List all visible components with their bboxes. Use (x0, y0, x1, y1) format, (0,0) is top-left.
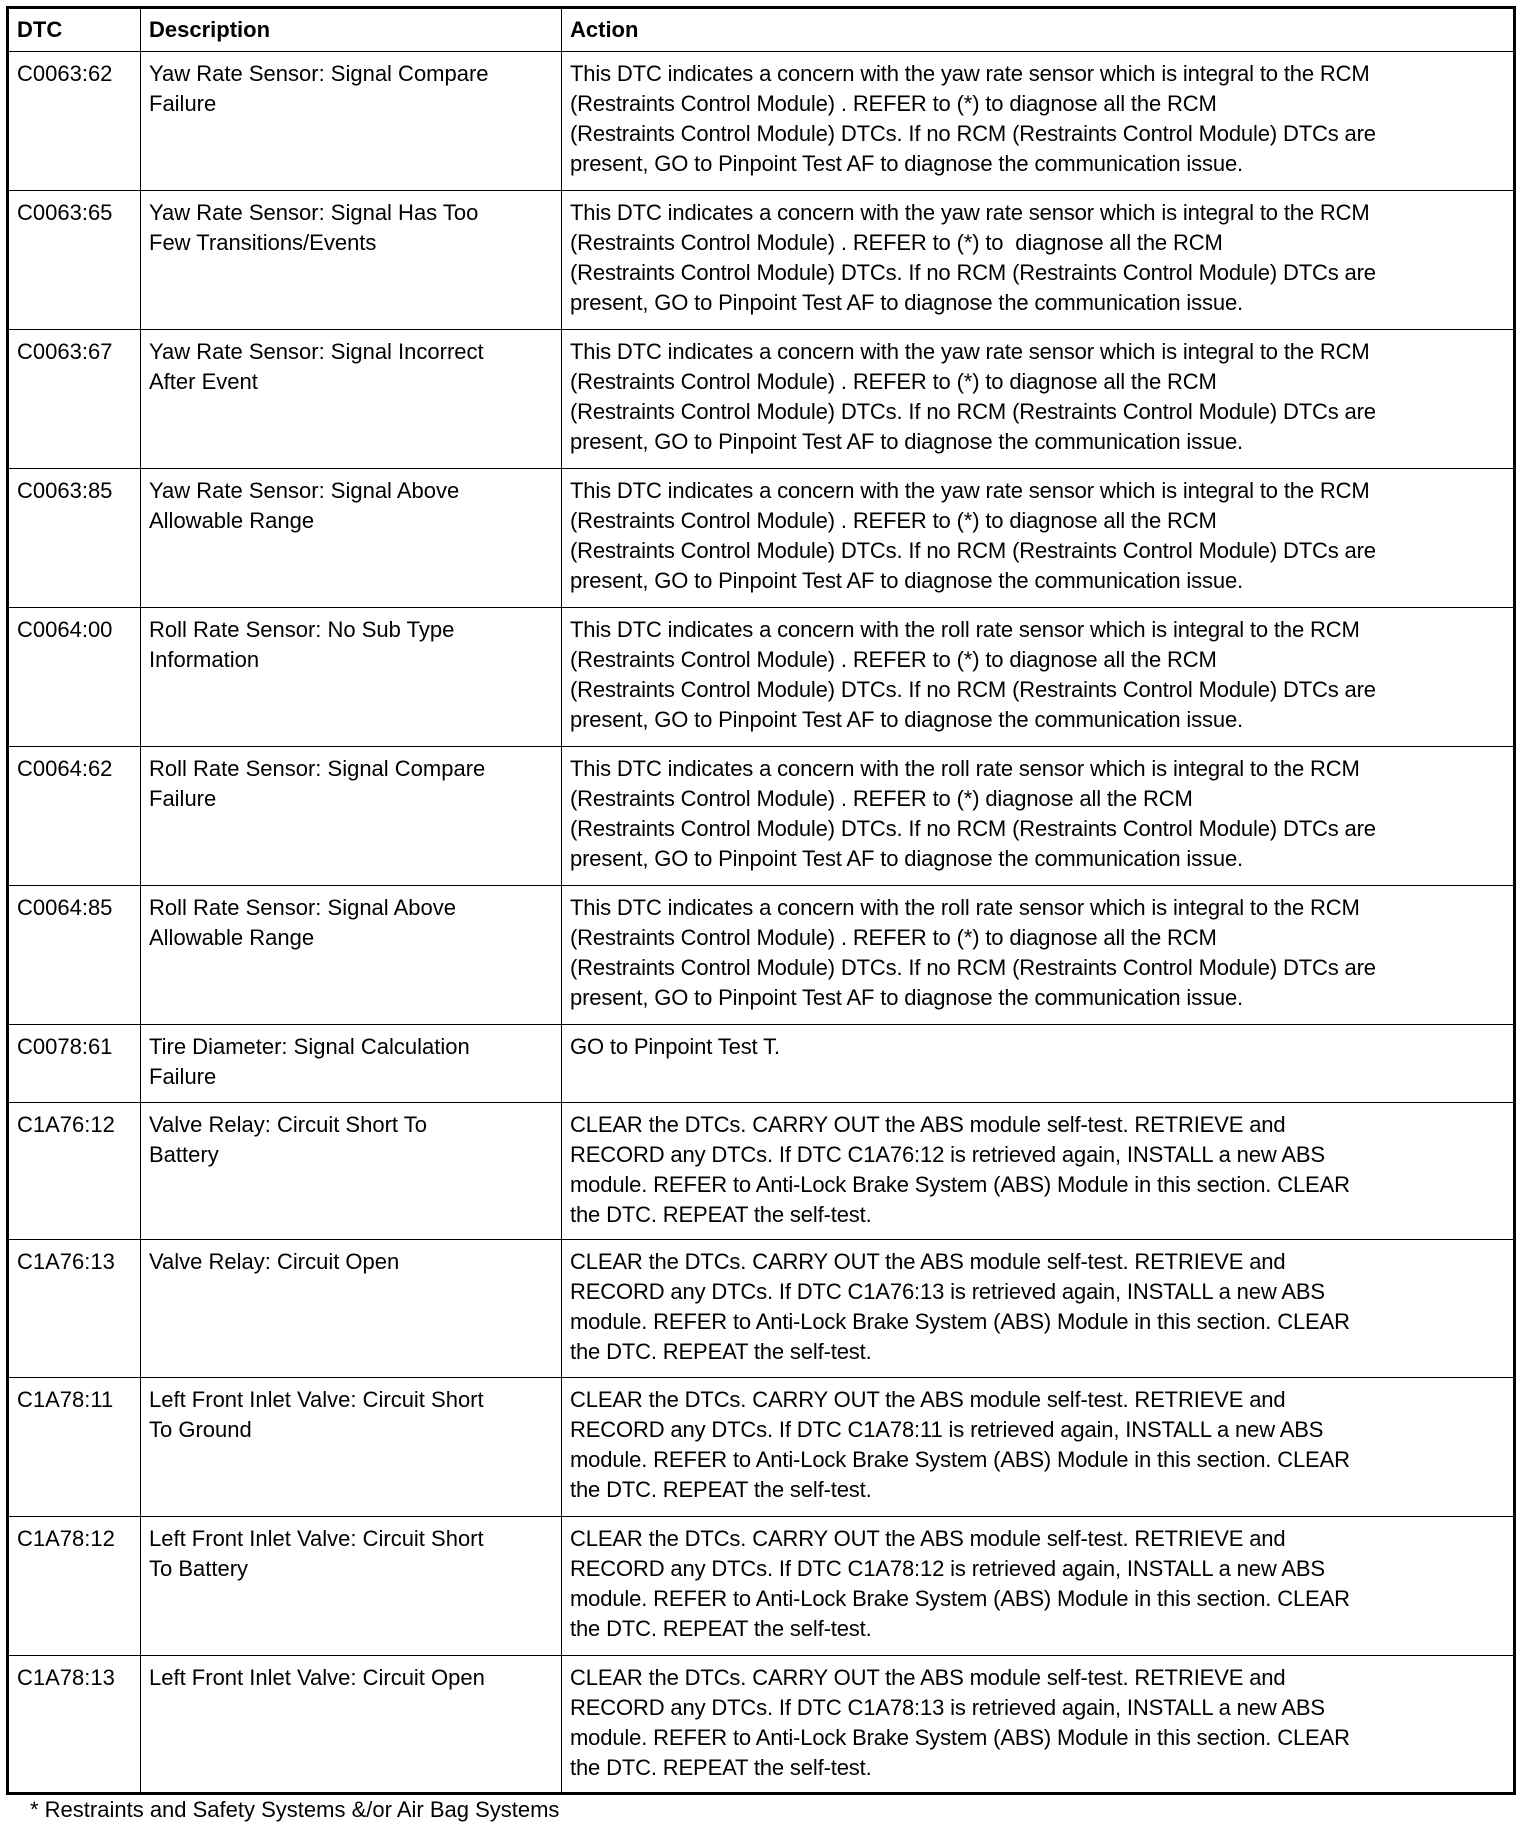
description-cell: Left Front Inlet Valve: Circuit Short To Ground (141, 1378, 562, 1517)
description-cell: Roll Rate Sensor: No Sub Type Information (141, 608, 562, 747)
dtc-cell: C1A76:13 (8, 1240, 141, 1378)
description-cell: Yaw Rate Sensor: Signal Compare Failure (141, 52, 562, 191)
dtc-cell: C0064:00 (8, 608, 141, 747)
action-cell: This DTC indicates a concern with the yaw rate sensor which is integral to the RCM (Restraints Control Module) . REFER to (*) to diagnose all the RCM (Restraints Control Module) DTCs. If no RCM (Restraints Control Module) DTCs are present, GO to Pinpoint Test AF to diagnose the communication issue. (562, 469, 1515, 608)
table-row (8, 886, 1515, 1025)
description-cell: Left Front Inlet Valve: Circuit Open (141, 1656, 562, 1794)
dtc-cell: C0078:61 (8, 1025, 141, 1103)
header-dtc: DTC (8, 8, 141, 52)
table-row (8, 1025, 1515, 1103)
table-row (8, 1656, 1515, 1794)
table-row (8, 608, 1515, 747)
description-cell: Roll Rate Sensor: Signal Above Allowable Range (141, 886, 562, 1025)
table-row (8, 469, 1515, 608)
description-cell: Valve Relay: Circuit Short To Battery (141, 1103, 562, 1240)
dtc-cell: C0064:62 (8, 747, 141, 886)
table-row (8, 1240, 1515, 1378)
dtc-cell: C1A76:12 (8, 1103, 141, 1240)
description-cell: Yaw Rate Sensor: Signal Above Allowable Range (141, 469, 562, 608)
action-cell: CLEAR the DTCs. CARRY OUT the ABS module self-test. RETRIEVE and RECORD any DTCs. If DTC C1A76:13 is retrieved again, INSTALL a new ABS module. REFER to Anti-Lock Brake System (ABS) Module in this section. CLEAR the DTC. REPEAT the self-test. (562, 1240, 1515, 1378)
table-row (8, 1378, 1515, 1517)
dtc-cell: C1A78:12 (8, 1517, 141, 1656)
action-cell: This DTC indicates a concern with the roll rate sensor which is integral to the RCM (Restraints Control Module) . REFER to (*) to diagnose all the RCM (Restraints Control Module) DTCs. If no RCM (Restraints Control Module) DTCs are present, GO to Pinpoint Test AF to diagnose the communication issue. (562, 886, 1515, 1025)
action-cell: CLEAR the DTCs. CARRY OUT the ABS module self-test. RETRIEVE and RECORD any DTCs. If DTC C1A78:12 is retrieved again, INSTALL a new ABS module. REFER to Anti-Lock Brake System (ABS) Module in this section. CLEAR the DTC. REPEAT the self-test. (562, 1517, 1515, 1656)
footnote: * Restraints and Safety Systems &/or Air Bag Systems (30, 1797, 560, 1822)
table-row (8, 191, 1515, 330)
description-cell: Valve Relay: Circuit Open (141, 1240, 562, 1378)
table-row (8, 52, 1515, 191)
description-cell: Roll Rate Sensor: Signal Compare Failure (141, 747, 562, 886)
action-cell: This DTC indicates a concern with the yaw rate sensor which is integral to the RCM (Restraints Control Module) . REFER to (*) to diagnose all the RCM (Restraints Control Module) DTCs. If no RCM (Restraints Control Module) DTCs are present, GO to Pinpoint Test AF to diagnose the communication issue. (562, 52, 1515, 191)
dtc-cell: C0064:85 (8, 886, 141, 1025)
header-action: Action (562, 8, 1515, 52)
dtc-table (6, 6, 1516, 1795)
dtc-cell: C1A78:13 (8, 1656, 141, 1794)
action-cell: This DTC indicates a concern with the yaw rate sensor which is integral to the RCM (Restraints Control Module) . REFER to (*) to diagnose all the RCM (Restraints Control Module) DTCs. If no RCM (Restraints Control Module) DTCs are present, GO to Pinpoint Test AF to diagnose the communication issue. (562, 191, 1515, 330)
description-cell: Left Front Inlet Valve: Circuit Short To Battery (141, 1517, 562, 1656)
action-cell: This DTC indicates a concern with the roll rate sensor which is integral to the RCM (Restraints Control Module) . REFER to (*) to diagnose all the RCM (Restraints Control Module) DTCs. If no RCM (Restraints Control Module) DTCs are present, GO to Pinpoint Test AF to diagnose the communication issue. (562, 608, 1515, 747)
header-description: Description (141, 8, 562, 52)
description-cell: Tire Diameter: Signal Calculation Failure (141, 1025, 562, 1103)
action-cell: CLEAR the DTCs. CARRY OUT the ABS module self-test. RETRIEVE and RECORD any DTCs. If DTC C1A78:11 is retrieved again, INSTALL a new ABS module. REFER to Anti-Lock Brake System (ABS) Module in this section. CLEAR the DTC. REPEAT the self-test. (562, 1378, 1515, 1517)
action-cell: This DTC indicates a concern with the roll rate sensor which is integral to the RCM (Restraints Control Module) . REFER to (*) diagnose all the RCM (Restraints Control Module) DTCs. If no RCM (Restraints Control Module) DTCs are present, GO to Pinpoint Test AF to diagnose the communication issue. (562, 747, 1515, 886)
description-cell: Yaw Rate Sensor: Signal Incorrect After Event (141, 330, 562, 469)
table-body (8, 52, 1515, 1794)
table-row (8, 330, 1515, 469)
action-cell: CLEAR the DTCs. CARRY OUT the ABS module self-test. RETRIEVE and RECORD any DTCs. If DTC C1A78:13 is retrieved again, INSTALL a new ABS module. REFER to Anti-Lock Brake System (ABS) Module in this section. CLEAR the DTC. REPEAT the self-test. (562, 1656, 1515, 1794)
dtc-cell: C0063:65 (8, 191, 141, 330)
dtc-cell: C0063:62 (8, 52, 141, 191)
table-row (8, 1103, 1515, 1240)
dtc-cell: C0063:67 (8, 330, 141, 469)
action-cell: GO to Pinpoint Test T. (562, 1025, 1515, 1103)
table-header-row (8, 8, 1515, 52)
action-cell: CLEAR the DTCs. CARRY OUT the ABS module self-test. RETRIEVE and RECORD any DTCs. If DTC C1A76:12 is retrieved again, INSTALL a new ABS module. REFER to Anti-Lock Brake System (ABS) Module in this section. CLEAR the DTC. REPEAT the self-test. (562, 1103, 1515, 1240)
table-row (8, 1517, 1515, 1656)
dtc-cell: C0063:85 (8, 469, 141, 608)
description-cell: Yaw Rate Sensor: Signal Has Too Few Transitions/Events (141, 191, 562, 330)
dtc-cell: C1A78:11 (8, 1378, 141, 1517)
action-cell: This DTC indicates a concern with the yaw rate sensor which is integral to the RCM (Restraints Control Module) . REFER to (*) to diagnose all the RCM (Restraints Control Module) DTCs. If no RCM (Restraints Control Module) DTCs are present, GO to Pinpoint Test AF to diagnose the communication issue. (562, 330, 1515, 469)
table-row (8, 747, 1515, 886)
